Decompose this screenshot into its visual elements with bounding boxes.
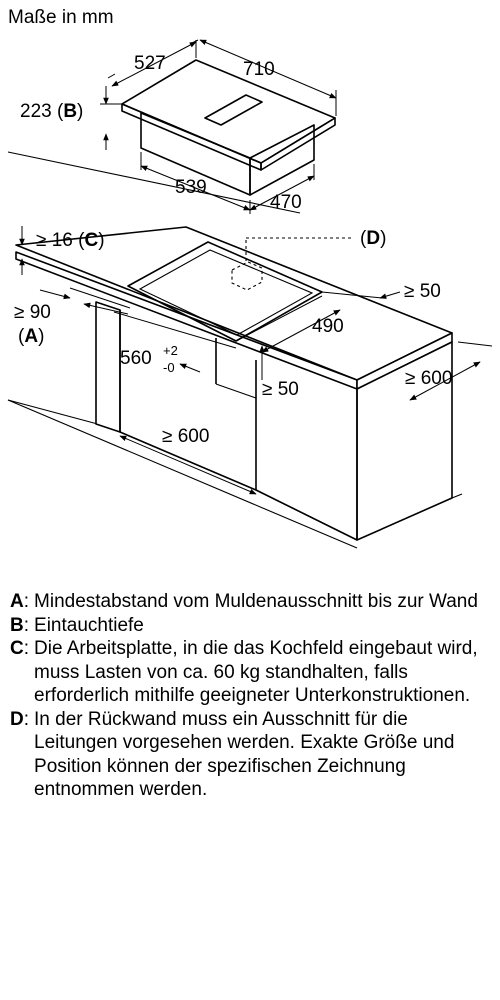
label-body-depth: 470: [270, 192, 302, 213]
label-body-width: 539: [175, 177, 207, 198]
label-front-distance: ≥ 50: [262, 379, 299, 400]
legend-item-d: D: In der Rückwand muss ein Ausschnitt für die Leitungen vorgesehen werden. Exakte Größe und Position können der spezifischen Zeichnung entnommen werden.: [10, 708, 490, 802]
label-hob-width: 710: [243, 59, 275, 80]
label-worktop-thickness: ≥ 16 (C): [36, 230, 105, 251]
label-rear-wall-key: D: [366, 228, 381, 249]
label-cabinet-width: ≥ 600: [162, 426, 210, 447]
legend-key-a: A: [10, 591, 24, 612]
label-hob-depth: 527: [134, 53, 166, 74]
legend-key-d: D: [10, 708, 24, 730]
legend-text-c: Die Arbeitsplatte, in die das Kochfeld eingebaut wird, muss Lasten von ca. 60 kg standhalten, falls erforderlich mithilfe geeigneter Unterkonstruktionen.: [34, 638, 478, 706]
cabinet-left-panel: [96, 302, 120, 432]
legend-text-a: Mindestabstand vom Muldenausschnitt bis zur Wand: [34, 591, 478, 612]
legend-key-c: C: [10, 638, 24, 659]
legend-text-b: Eintauchtiefe: [34, 614, 144, 636]
label-rear-wall-cutout: (D): [360, 228, 387, 249]
legend-key-b: B: [10, 614, 24, 636]
label-cutout-width-tol-plus: +2: [163, 343, 178, 358]
label-immersion-depth-key: B: [63, 101, 78, 122]
hob-top-plate: [122, 60, 335, 163]
legend-item-b: B: Eintauchtiefe: [10, 614, 490, 638]
legend: [10, 590, 490, 802]
label-wall-distance-key: A: [24, 326, 39, 347]
label-cutout-width-base: 560: [120, 348, 152, 369]
legend-item-a: A: Mindestabstand vom Muldenausschnitt bis zur Wand: [10, 590, 490, 614]
label-cutout-depth: 490: [312, 316, 344, 337]
label-cutout-width-tol-minus: -0: [163, 360, 175, 375]
label-wall-distance: ≥ 90: [14, 302, 51, 323]
label-side-distance-right: ≥ 50: [404, 281, 441, 302]
legend-item-c: C: Die Arbeitsplatte, in die das Kochfeld eingebaut wird, muss Lasten von ca. 60 kg standhalten, falls erforderlich mithilfe geeigneter Unterkonstruktionen.: [10, 637, 490, 708]
cabinet-drawing: [8, 152, 462, 548]
hob-drawing: [122, 60, 335, 195]
label-cutout-width: [120, 348, 152, 369]
hob-extractor-slot: [205, 95, 262, 125]
label-immersion-depth-value: 223: [20, 101, 52, 122]
label-worktop-thickness-prefix: ≥ 16: [36, 230, 73, 251]
unit-title: Maße in mm: [8, 7, 114, 28]
label-wall-distance-ref: (A): [18, 326, 45, 347]
label-immersion-depth: 223 (B): [20, 101, 84, 122]
hob-plate-side-edge: [261, 118, 335, 170]
legend-text-d: In der Rückwand muss ein Ausschnitt für die Leitungen vorgesehen werden. Exakte Größe und Position können der spezifischen Zeichnung entnommen werden.: [34, 708, 455, 800]
label-worktop-thickness-key: C: [84, 230, 99, 251]
hob-body-side: [250, 125, 314, 195]
label-worktop-depth: ≥ 600: [405, 368, 453, 389]
